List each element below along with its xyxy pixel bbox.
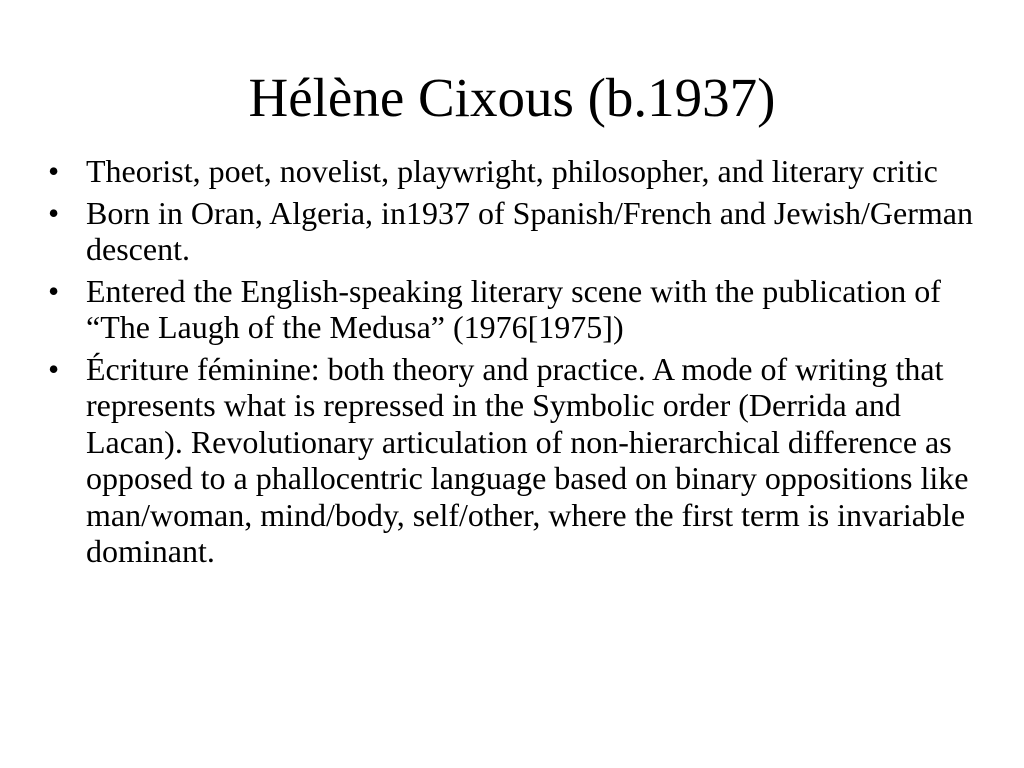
bullet-icon: • bbox=[48, 153, 60, 189]
bullet-item bbox=[48, 153, 978, 190]
bullet-text: Entered the English-speaking literary scene with the publication of “The Laugh of the Medusa” (1976[1975]) bbox=[86, 272, 941, 345]
bullet-item bbox=[48, 351, 978, 570]
bullet-text: Écriture féminine: both theory and practice. A mode of writing that represents what is repressed in the Symbolic order (Derrida and Lacan). Revolutionary articulation of non-hierarchical difference as opposed to a phallocentric language based on binary oppositions like man/woman, mind/body, self/other, where the first term is invariable dominant. bbox=[86, 350, 969, 569]
bullet-icon: • bbox=[48, 272, 60, 309]
bullet-list bbox=[48, 153, 978, 575]
bullet-item bbox=[48, 273, 978, 346]
slide-title: Hélène Cixous (b.1937) bbox=[248, 67, 776, 128]
bullet-icon: • bbox=[48, 194, 60, 231]
bullet-item bbox=[48, 195, 978, 268]
bullet-icon: • bbox=[48, 350, 60, 387]
bullet-text: Theorist, poet, novelist, playwright, philosopher, and literary critic bbox=[86, 153, 938, 189]
bullet-text: Born in Oran, Algeria, in1937 of Spanish/French and Jewish/German descent. bbox=[86, 194, 973, 267]
